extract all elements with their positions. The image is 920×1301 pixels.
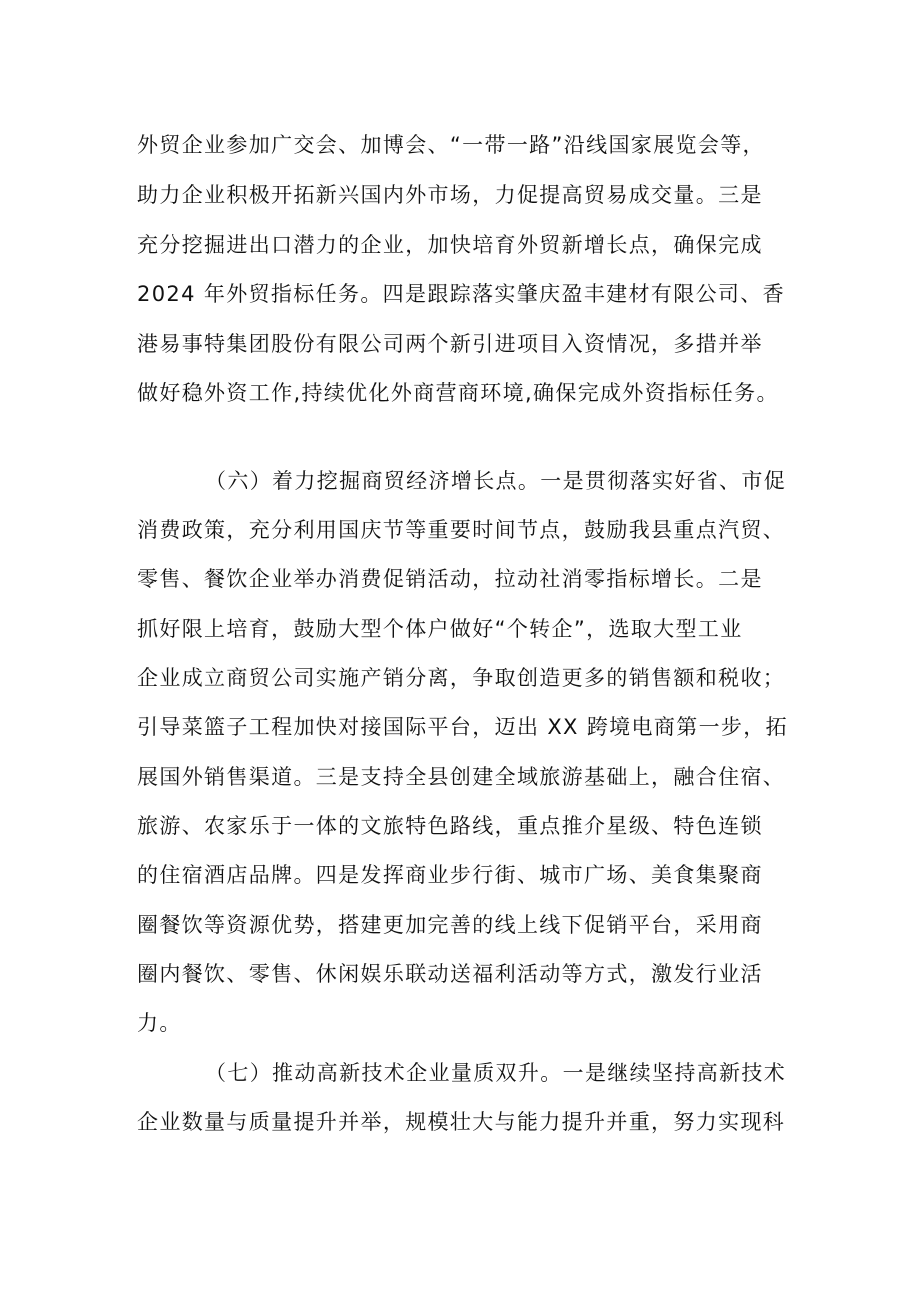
text-line: 充分挖掘进出口潜力的企业，加快培育外贸新增长点，确保完成 <box>137 233 763 257</box>
text-line: 零售、餐饮企业举办消费促销活动，拉动社消零指标增长。二是 <box>137 567 763 591</box>
text-line: 外贸企业参加广交会、加博会、“一带一路”沿线国家展览会等， <box>137 133 765 157</box>
text-line: 抓好限上培育，鼓励大型个体户做好“个转企”，选取大型工业 <box>137 617 743 641</box>
text-line: 圈内餐饮、零售、休闲娱乐联动送福利活动等方式，激发行业活 <box>137 962 763 986</box>
text-line: 2024 年外贸指标任务。四是跟踪落实肇庆盈丰建材有限公司、香 <box>137 282 785 306</box>
text-line: 旅游、农家乐于一体的文旅特色路线，重点推介星级、特色连锁 <box>137 814 763 838</box>
section-heading-line: （七）推动高新技术企业量质双升。一是继续坚持高新技术 <box>205 1061 787 1085</box>
text-line: 做好稳外资工作,持续优化外商营商环境,确保完成外资指标任务。 <box>137 381 779 405</box>
text-line: 引导菜篮子工程加快对接国际平台，迈出 XX 跨境电商第一步，拓 <box>137 715 788 739</box>
section-heading-line: （六）着力挖掘商贸经济增长点。一是贯彻落实好省、市促 <box>205 469 787 493</box>
text-line: 圈餐饮等资源优势，搭建更加完善的线上线下促销平台，采用商 <box>137 913 763 937</box>
text-line: 消费政策，充分利用国庆节等重要时间节点，鼓励我县重点汽贸、 <box>137 518 786 542</box>
text-line: 港易事特集团股份有限公司两个新引进项目入资情况，多措并举 <box>137 332 763 356</box>
text-line: 助力企业积极开拓新兴国内外市场，力促提高贸易成交量。三是 <box>137 183 763 207</box>
text-line: 企业数量与质量提升并举，规模壮大与能力提升并重，努力实现科 <box>137 1110 786 1134</box>
text-line: 企业成立商贸公司实施产销分离，争取创造更多的销售额和税收； <box>137 666 786 690</box>
text-line: 的住宿酒店品牌。四是发挥商业步行街、城市广场、美食集聚商 <box>137 863 763 887</box>
text-line: 力。 <box>137 1011 182 1035</box>
text-line: 展国外销售渠道。三是支持全县创建全域旅游基础上，融合住宿、 <box>137 765 786 789</box>
